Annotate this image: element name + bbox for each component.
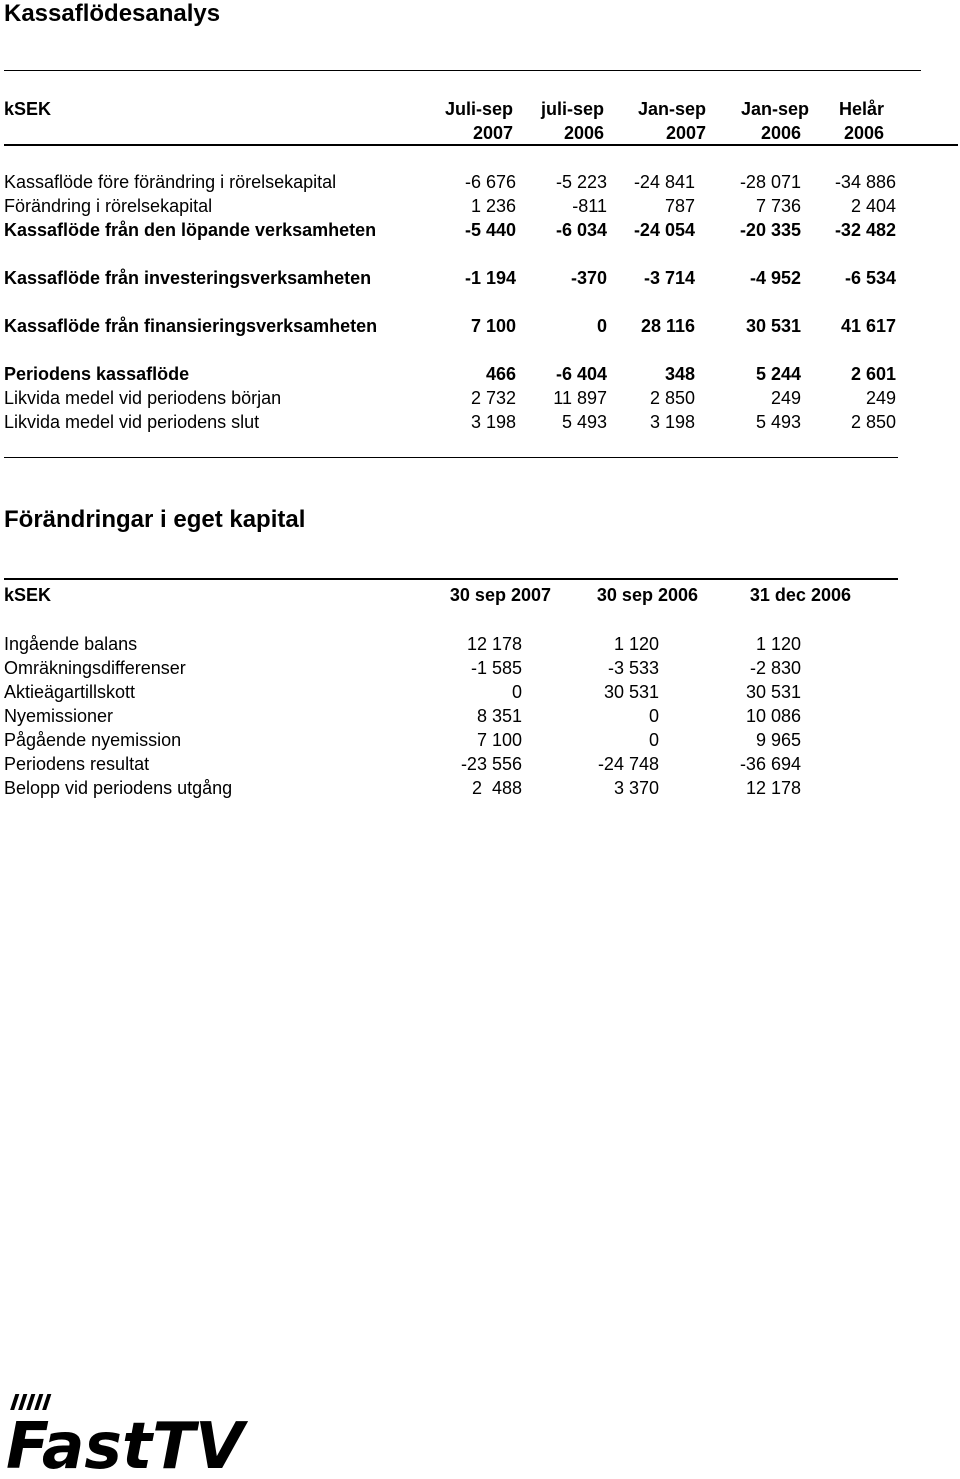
row-label: Kassaflöde från den löpande verksamheten bbox=[4, 220, 377, 240]
cell-value: 2 488 bbox=[471, 778, 522, 798]
cell-value: 28 116 bbox=[640, 316, 695, 336]
cashflow-bottom-divider bbox=[4, 457, 898, 458]
page-title: Kassaflödesanalys bbox=[4, 0, 221, 27]
cashflow-col-header-1-line2: 2007 bbox=[472, 123, 513, 143]
cell-value: 9 965 bbox=[755, 730, 801, 750]
table-row bbox=[0, 752, 960, 776]
cell-value: 3 198 bbox=[470, 412, 516, 432]
cell-value: 3 198 bbox=[649, 412, 695, 432]
cell-value: 2 850 bbox=[850, 412, 896, 432]
cell-value: -34 886 bbox=[834, 172, 896, 192]
cell-value: 41 617 bbox=[840, 316, 896, 336]
section-title: Förändringar i eget kapital bbox=[4, 506, 306, 533]
row-label: Förändring i rörelsekapital bbox=[4, 196, 213, 216]
cashflow-col-header-5-line2: 2006 bbox=[843, 123, 884, 143]
cell-value: 1 236 bbox=[470, 196, 516, 216]
table-row bbox=[0, 194, 960, 218]
row-label: Kassaflöde från finansieringsverksamheten bbox=[4, 316, 378, 336]
table-row bbox=[0, 362, 960, 386]
row-label: Belopp vid periodens utgång bbox=[4, 778, 233, 798]
cell-value: 249 bbox=[770, 388, 801, 408]
row-label: Pågående nyemission bbox=[4, 730, 182, 750]
cell-value: -6 676 bbox=[464, 172, 516, 192]
equity-top-divider bbox=[4, 578, 898, 580]
cashflow-col-header-3-line2: 2007 bbox=[665, 123, 706, 143]
equity-col-header-1: 30 sep 2007 bbox=[449, 585, 551, 605]
cell-value: 7 100 bbox=[470, 316, 516, 336]
cell-value: -6 404 bbox=[555, 364, 607, 384]
cell-value: -24 054 bbox=[633, 220, 695, 240]
cashflow-col-header-2-line1: juli-sep bbox=[540, 99, 604, 119]
table-row bbox=[0, 680, 960, 704]
table-row bbox=[0, 776, 960, 800]
row-label: Nyemissioner bbox=[4, 706, 114, 726]
cell-value: 0 bbox=[511, 682, 522, 702]
table-row bbox=[0, 704, 960, 728]
cell-value: -6 034 bbox=[555, 220, 607, 240]
cell-value: -811 bbox=[572, 196, 607, 216]
cell-value: -370 bbox=[570, 268, 607, 288]
row-label: Likvida medel vid periodens början bbox=[4, 388, 282, 408]
cashflow-col-header-3-line1: Jan-sep bbox=[637, 99, 706, 119]
cell-value: 787 bbox=[664, 196, 695, 216]
cell-value: -20 335 bbox=[739, 220, 801, 240]
cell-value: 5 493 bbox=[561, 412, 607, 432]
cell-value: -23 556 bbox=[460, 754, 522, 774]
cashflow-col-header-1-line1: Juli-sep bbox=[444, 99, 513, 119]
table-row bbox=[0, 632, 960, 656]
cell-value: -5 440 bbox=[464, 220, 516, 240]
cell-value: 0 bbox=[648, 730, 659, 750]
cell-value: -4 952 bbox=[749, 268, 801, 288]
cell-value: -6 534 bbox=[844, 268, 896, 288]
cell-value: 3 370 bbox=[613, 778, 659, 798]
fasttv-logo-graphic bbox=[2, 1392, 252, 1472]
cashflow-col-header-5-line1: Helår bbox=[838, 99, 884, 119]
top-divider bbox=[4, 70, 921, 71]
cell-value: 30 531 bbox=[745, 682, 801, 702]
svg-text:FastTV: FastTV bbox=[6, 1410, 249, 1472]
table-row bbox=[0, 386, 960, 410]
cell-value: 10 086 bbox=[745, 706, 801, 726]
row-label: Omräkningsdifferenser bbox=[4, 658, 186, 678]
table-row bbox=[0, 410, 960, 434]
cell-value: -5 223 bbox=[555, 172, 607, 192]
cell-value: -24 748 bbox=[597, 754, 659, 774]
cell-value: -3 533 bbox=[607, 658, 659, 678]
equity-col-header-3: 31 dec 2006 bbox=[749, 585, 851, 605]
cell-value: -3 714 bbox=[643, 268, 695, 288]
row-label: Aktieägartillskott bbox=[4, 682, 136, 702]
cell-value: 11 897 bbox=[553, 388, 607, 408]
table-row bbox=[0, 314, 960, 338]
table-row bbox=[0, 266, 960, 290]
row-label: Periodens kassaflöde bbox=[4, 364, 190, 384]
cell-value: -32 482 bbox=[834, 220, 896, 240]
equity-col-header-2: 30 sep 2006 bbox=[596, 585, 698, 605]
cashflow-col-header-2-line2: 2006 bbox=[563, 123, 604, 143]
cell-value: 1 120 bbox=[613, 634, 659, 654]
cell-value: -1 194 bbox=[464, 268, 516, 288]
cashflow-col-header-4-line2: 2006 bbox=[760, 123, 801, 143]
cell-value: 30 531 bbox=[603, 682, 659, 702]
table-row bbox=[0, 170, 960, 194]
cell-value: 2 404 bbox=[850, 196, 896, 216]
cashflow-header-divider bbox=[4, 144, 958, 146]
cell-value: 2 850 bbox=[649, 388, 695, 408]
cell-value: 12 178 bbox=[745, 778, 801, 798]
equity-unit-label: kSEK bbox=[4, 585, 52, 605]
row-label: Ingående balans bbox=[4, 634, 138, 654]
cell-value: 12 178 bbox=[466, 634, 522, 654]
cell-value: 348 bbox=[664, 364, 695, 384]
cell-value: -24 841 bbox=[633, 172, 695, 192]
cell-value: -1 585 bbox=[470, 658, 522, 678]
cell-value: 7 100 bbox=[476, 730, 522, 750]
cell-value: 2 732 bbox=[470, 388, 516, 408]
cell-value: 466 bbox=[485, 364, 516, 384]
cashflow-col-header-4-line1: Jan-sep bbox=[740, 99, 809, 119]
row-label: Periodens resultat bbox=[4, 754, 150, 774]
row-label: Kassaflöde före förändring i rörelsekapital bbox=[4, 172, 337, 192]
cell-value: 2 601 bbox=[850, 364, 896, 384]
cell-value: 7 736 bbox=[755, 196, 801, 216]
cell-value: 30 531 bbox=[745, 316, 801, 336]
table-row bbox=[0, 656, 960, 680]
cell-value: -2 830 bbox=[749, 658, 801, 678]
cell-value: -36 694 bbox=[739, 754, 801, 774]
cell-value: 8 351 bbox=[476, 706, 522, 726]
cell-value: -28 071 bbox=[739, 172, 801, 192]
cashflow-unit-label: kSEK bbox=[4, 99, 52, 119]
cell-value: 0 bbox=[596, 316, 607, 336]
row-label: Likvida medel vid periodens slut bbox=[4, 412, 260, 432]
table-row bbox=[0, 218, 960, 242]
row-label: Kassaflöde från investeringsverksamheten bbox=[4, 268, 372, 288]
cell-value: 0 bbox=[648, 706, 659, 726]
cell-value: 5 244 bbox=[755, 364, 801, 384]
table-row bbox=[0, 728, 960, 752]
fasttv-logo bbox=[2, 1392, 252, 1472]
cell-value: 1 120 bbox=[755, 634, 801, 654]
cell-value: 249 bbox=[865, 388, 896, 408]
cell-value: 5 493 bbox=[755, 412, 801, 432]
